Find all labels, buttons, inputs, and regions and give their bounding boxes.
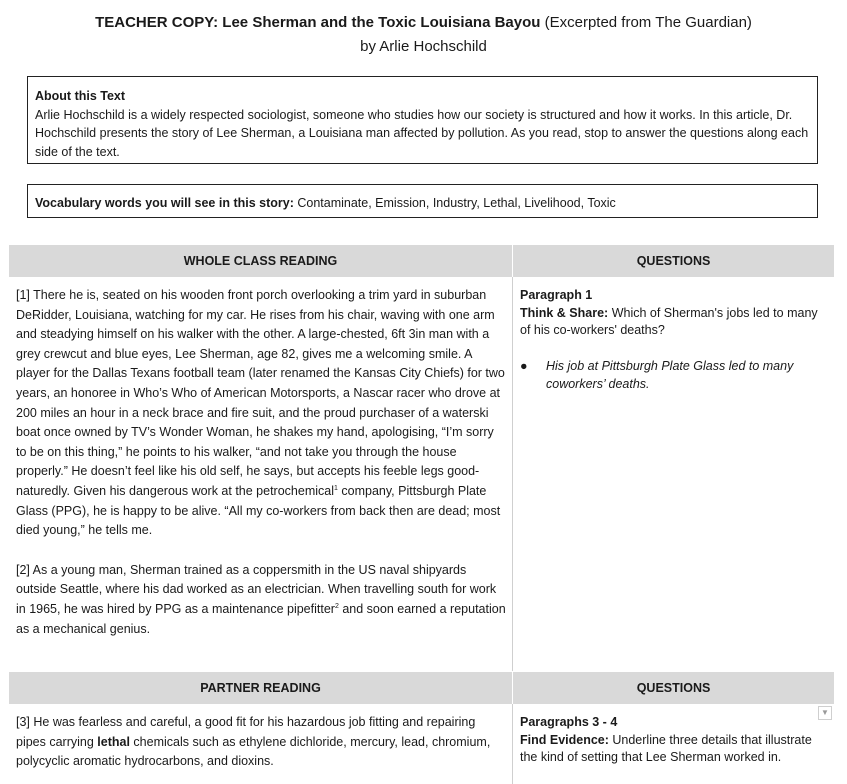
paragraph-1: [1] There he is, seated on his wooden front porch overlooking a trim yard in suburban DeRidder, Louisiana, watching for my car. He rises from his chair, waving with one arm and steadying himself on his walker with the other. A large-chested, 6ft 3in man with a grey crewcut and blue eyes, Lee Sherman, age 82, gives me a welcoming smile. A player for the Dallas Texans football team (later renamed the Kansas City Chiefs) for two years, an honoree in Who’s Who of American Motorsports, a Nascar racer who drove at 200 miles an hour in a neck brace and fire suit, and the proud purchaser of a waterski boat once owned by TV’s Wonder Woman, he shakes my hand, apologising, “I’m sorry to be on this thing,” he points to his walker, “and not take you through the house properly.” He doesn’t feel like his old self, he says, but accepts his feeble legs good-naturedly. Given his dangerous work at the petrochemical$^1$ company, Pittsburgh Plate Glass (PPG), he is happy to be alive. “All my co-workers from back then are dead; most died young,” he tells me. bbox=[16, 288, 505, 538]
about-body: Arlie Hochschild is a widely respected sociologist, someone who studies how our society is structured and how it works. In this article, Dr. Hochschild presents the story of Lee Sherman, a Louisiana man affected by pollution. As you read, stop to answer the questions along each side of the text. bbox=[35, 107, 809, 159]
column-divider-2 bbox=[512, 704, 513, 784]
question-1 bbox=[520, 287, 820, 340]
question-2 bbox=[520, 714, 820, 767]
paragraph-3: [3] He was fearless and careful, a good fit for his hazardous job fitting and repairing pipes carrying lethal chemicals such as ethylene dichloride, mercury, lead, chromium, polycyclic aromatic hydrocarbons, and dioxins. bbox=[16, 715, 491, 769]
questions-header-1: QUESTIONS bbox=[636, 254, 711, 268]
footnote-1: 1 bbox=[334, 484, 338, 492]
questions-header-2: QUESTIONS bbox=[636, 681, 711, 695]
whole-class-reading-header: WHOLE CLASS READING bbox=[183, 254, 338, 268]
question-1-prompt: Think & Share: Which of Sherman's jobs led to many of his co-workers' deaths? bbox=[520, 305, 818, 337]
vocab-words: Contaminate, Emission, Industry, Lethal, Livelihood, Toxic bbox=[293, 196, 616, 210]
footnote-2: 2 bbox=[334, 602, 339, 610]
title-source: (Excerpted from The Guardian) bbox=[540, 14, 752, 31]
title-bold: TEACHER COPY: Lee Sherman and the Toxic Louisiana Bayou bbox=[95, 14, 541, 31]
vocab-word-lethal: lethal bbox=[97, 734, 130, 749]
paragraph-2: [2] As a young man, Sherman trained as a coppersmith in the US naval shipyards outside Seattle, where his dad worked as an electrician. When travelling south for work in 1965, he was hired by PPG as a maintenance pipefitter$^2$ and soon earned a reputation as a mechanical genius. bbox=[16, 562, 506, 636]
partner-reading-header: PARTNER READING bbox=[200, 681, 321, 695]
question-2-heading: Paragraphs 3 - 4 bbox=[520, 715, 618, 729]
question-2-prompt: Find Evidence: Underline three details that illustrate the kind of setting that Lee Sherman worked in. bbox=[520, 732, 812, 764]
bullet-icon: ● bbox=[520, 359, 528, 373]
dropdown-arrow-icon[interactable]: ▼ bbox=[818, 706, 832, 720]
about-heading: About this Text bbox=[35, 89, 126, 103]
question-1-heading: Paragraph 1 bbox=[520, 288, 593, 302]
partner-header-row bbox=[9, 672, 834, 704]
answer-1 bbox=[520, 357, 820, 393]
about-box bbox=[27, 76, 818, 164]
vocab-box bbox=[27, 184, 818, 218]
partner-reading-text bbox=[16, 713, 506, 772]
whole-class-header-row bbox=[9, 245, 834, 277]
document-title bbox=[0, 12, 847, 34]
column-divider-1 bbox=[512, 277, 513, 671]
vocab-label: Vocabulary words you will see in this story: bbox=[35, 196, 294, 210]
whole-class-reading-text bbox=[16, 286, 506, 639]
answer-1-text: His job at Pittsburgh Plate Glass led to many coworkers’ deaths. bbox=[546, 359, 794, 391]
byline: by Arlie Hochschild bbox=[360, 38, 487, 55]
